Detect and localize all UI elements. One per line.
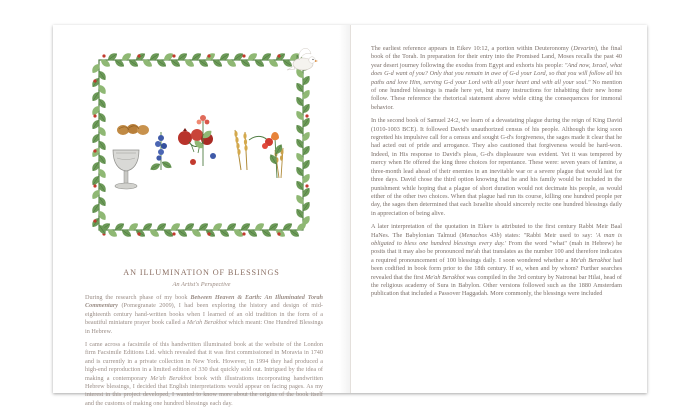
article-subtitle: An Artist's Perspective [172, 281, 231, 288]
kiddush-cup-icon [113, 150, 139, 189]
left-paragraph-1: During the research phase of my book Between Heaven & Earth: An Illuminated Torah Commentary (Pomegranate 2009), I had been exploring the history and design of mid-eighteenth century hand-written books when I learned of an old tradition in the form of a beautiful miniature prayer book called a Me'ah Berakhot which meant: One Hundred Blessings in Hebrew. [85, 294, 324, 335]
right-paragraph-3: A later interpretation of the quotation in Eikev is attributed to the first century Rabbi Meir Baal HaNes. The Babylonian Talmud (Menachos 43b) states: "Rabbi Meir used to say: 'A man is obligated to bless one hundred blessings every day.' From the word "what" (mah in Hebrew) he posits that it may also be pronounced me'ah that translates as the number 100 and therefore indicates a required pronouncement of 100 blessings daily. I soon wondered whether a Me'ah Berakhot had been codified in book form prior to the 18th century. If so, when and by whom? Further searches revealed that the first Me'ah Berakhot was compiled in the 3rd century by Natronai bar Hilai, head of the religious academy of Sura in Babylon. Other versions followed such as the 1880 Amsterdam publication that included a Passover Haggadah. More commonly, the blessings were included [371, 223, 623, 298]
left-page [53, 25, 350, 407]
illumination-artwork [85, 46, 321, 246]
article-title: AN ILLUMINATION OF BLESSINGS [123, 268, 280, 277]
book-spread [53, 25, 647, 407]
left-column-text [85, 294, 323, 413]
right-paragraph-2: In the second book of Samuel 24:2, we learn of a devastating plague during the reign of King David (1010-1003 BCE). It followed David's unauthorized census of his people. Although the king soon regretted his impulsive call for a census and sought G-d's forgiveness, the sages made it clear that he had acted out of pride and arrogance. They also cautioned that forgiveness would be hard-won. Indeed, in His response to David's pleas, G-d's displeasure was evident. Yet it was tempered by mercy when He offered the king three choices for repentance. These were: seven years of famine, a three-month lead ahead of their enemies in an inevitable war or a severe plague that would last for three days. David chose the third option knowing that he and his family would be included in the punishment while hoping that a plague of short duration would not decimate his people, as would either of the other two choices. When that plague had run its course, killing one hundred people per day, the sages then determined that each Israelite should sincerely recite one hundred blessings daily in appreciation of being alive. [371, 117, 622, 217]
right-paragraph-1: The earliest reference appears in Eikev 10:12, a portion within Deuteronomy (Devarim), the final book of the Torah. In preparation for their entry into the Promised Land, Moses recalls the past 40 year desert journey following the exodus from Egypt and exhorts his people: "And now, Israel, what does G-d want of you? Only that you remain in awe of G-d your Lord, so that you will follow all his paths and love Him, serving G-d your Lord with all your heart and with all your soul." No mention of one hundred blessings is made here yet, but many instructions for inhabiting their new home follow. These reference the rhetorical statement above while citing the consequences for immoral behavior. [371, 45, 622, 111]
grapes-icon [149, 132, 173, 172]
bread-icon [117, 124, 149, 135]
left-paragraph-2: I came across a facsimile of this handwritten illuminated book at the website of the London firm Facsimile Editions Ltd. which revealed that it was first commissioned in Moravia in 1740 and is currently in a private collection in New York. However, in 1994 they had produced a high-end reproduction in a limited edition of 330 that quickly sold out. Intrigued by the idea of making a contemporary Me'ah Berakhot book with illustrations incorporating handwritten Hebrew blessings, I decided that English interpretations would appear on facing pages. As my interest in this project developed, I wanted to know more about the origins of the book itself and the customs of making one hundred blessings each day. [85, 341, 323, 407]
right-page [351, 25, 647, 393]
right-column-text [371, 45, 622, 304]
